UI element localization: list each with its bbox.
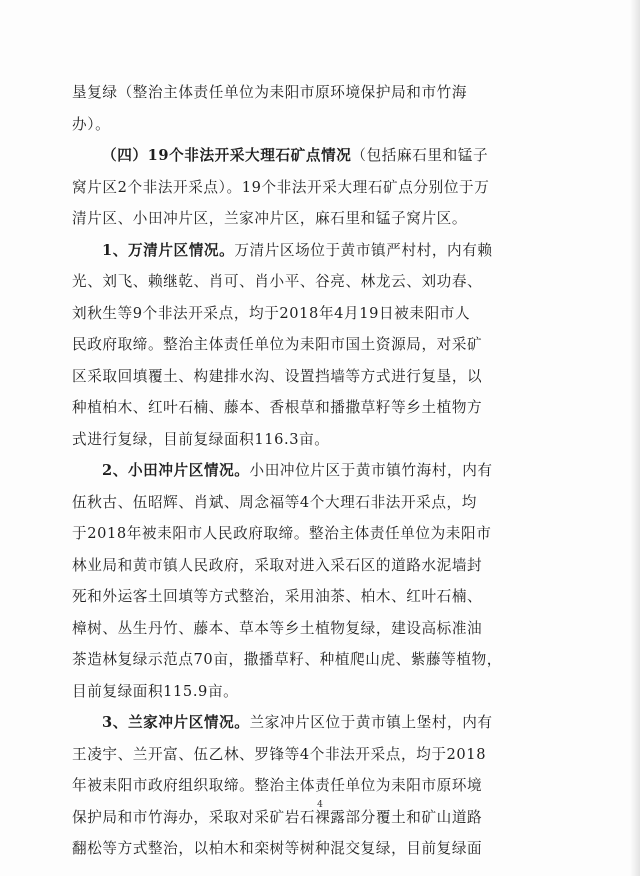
text-run: 窝片区2个非法开采点）。19个非法开采大理石矿点分别位于万	[72, 178, 490, 196]
text-run: 小田冲位片区于黄市镇竹海村，内有	[249, 462, 493, 479]
text-line	[72, 644, 552, 676]
text-run: 办）。	[72, 115, 111, 133]
text-line	[72, 424, 552, 456]
text-line	[72, 833, 552, 865]
text-line	[72, 109, 552, 141]
text-run: （包括麻石里和锰子	[351, 147, 489, 164]
text-run: 兰家冲片区位于黄市镇上堡村，内有	[249, 714, 493, 731]
text-line	[72, 77, 552, 109]
text-run: 光、刘飞、赖继乾、肖可、肖小平、谷亮、林龙云、刘功春、	[72, 273, 483, 290]
subsection-heading-line	[72, 455, 552, 487]
text-run: 刘秋生等9个非法开采点，均于2018年4月19日被耒阳市人	[72, 304, 471, 322]
text-run: 王凌宇、兰开富、伍乙林、罗锋等4个非法开采点，均于2018	[72, 745, 487, 763]
subsection-heading: 2、小田冲片区情况。	[102, 462, 250, 479]
text-line	[72, 770, 552, 802]
text-line	[72, 676, 552, 708]
text-line	[72, 298, 552, 330]
document-body	[72, 77, 552, 865]
text-run: 樟树、丛生丹竹、藤本、草本等乡土植物复绿，建设高标准油	[72, 619, 483, 637]
text-run: 区采取回填覆土、构建排水沟、设置挡墙等方式进行复垦，以	[72, 367, 483, 385]
subsection-heading-line	[72, 707, 552, 739]
text-line	[72, 581, 552, 613]
text-run: 清片区、小田冲片区，兰家冲片区，麻石里和锰子窝片区。	[72, 210, 468, 227]
text-line	[72, 550, 552, 582]
text-run: 万清片区场位于黄市镇严村村，内有赖	[234, 241, 493, 259]
text-run: 伍秋古、伍昭辉、肖斌、周念福等4个大理石非法开采点，均	[72, 493, 477, 511]
section-heading-line	[72, 140, 552, 172]
text-run: 于2018年被耒阳市人民政府取缔。整治主体责任单位为耒阳市	[72, 525, 492, 542]
text-line	[72, 329, 552, 361]
text-line	[72, 613, 552, 645]
text-run: 垦复绿（整治主体责任单位为耒阳市原环境保护局和市竹海	[72, 84, 468, 101]
section-heading: （四）19个非法开采大理石矿点情况	[102, 147, 352, 164]
text-line	[72, 203, 552, 235]
text-run: 目前复绿面积115.9亩。	[72, 682, 239, 700]
text-run: 死和外运客土回填等方式整治，采用油茶、柏木、红叶石楠、	[72, 588, 483, 605]
text-run: 民政府取缔。整治主体责任单位为耒阳市国土资源局，对采矿	[72, 336, 483, 353]
text-run: 茶造林复绿示范点70亩，撒播草籽、种植爬山虎、紫藤等植物，	[72, 651, 503, 668]
text-line	[72, 361, 552, 393]
text-line	[72, 739, 552, 771]
text-line	[72, 518, 552, 550]
text-line	[72, 392, 552, 424]
subsection-heading-line	[72, 235, 552, 267]
text-run: 年被耒阳市政府组织取缔。整治主体责任单位为耒阳市原环境	[72, 777, 483, 794]
text-run: 林业局和黄市镇人民政府，采取对进入采石区的道路水泥墙封	[72, 556, 483, 574]
text-run: 保护局和市竹海办，采取对采矿岩石裸露部分覆土和矿山道路	[72, 808, 483, 826]
text-line	[72, 487, 552, 519]
scan-shadow	[630, 0, 640, 876]
text-run: 式进行复绿，目前复绿面积116.3亩。	[72, 430, 330, 448]
subsection-heading: 1、万清片区情况。	[102, 241, 235, 259]
subsection-heading: 3、兰家冲片区情况。	[102, 714, 250, 731]
text-line	[72, 266, 552, 298]
text-run: 种植柏木、红叶石楠、藤本、香根草和播撒草籽等乡土植物方	[72, 399, 483, 416]
page-number: 4	[317, 800, 323, 810]
text-line	[72, 172, 552, 204]
text-run: 翻松等方式整治，以柏木和栾树等树种混交复绿，目前复绿面	[72, 840, 483, 857]
